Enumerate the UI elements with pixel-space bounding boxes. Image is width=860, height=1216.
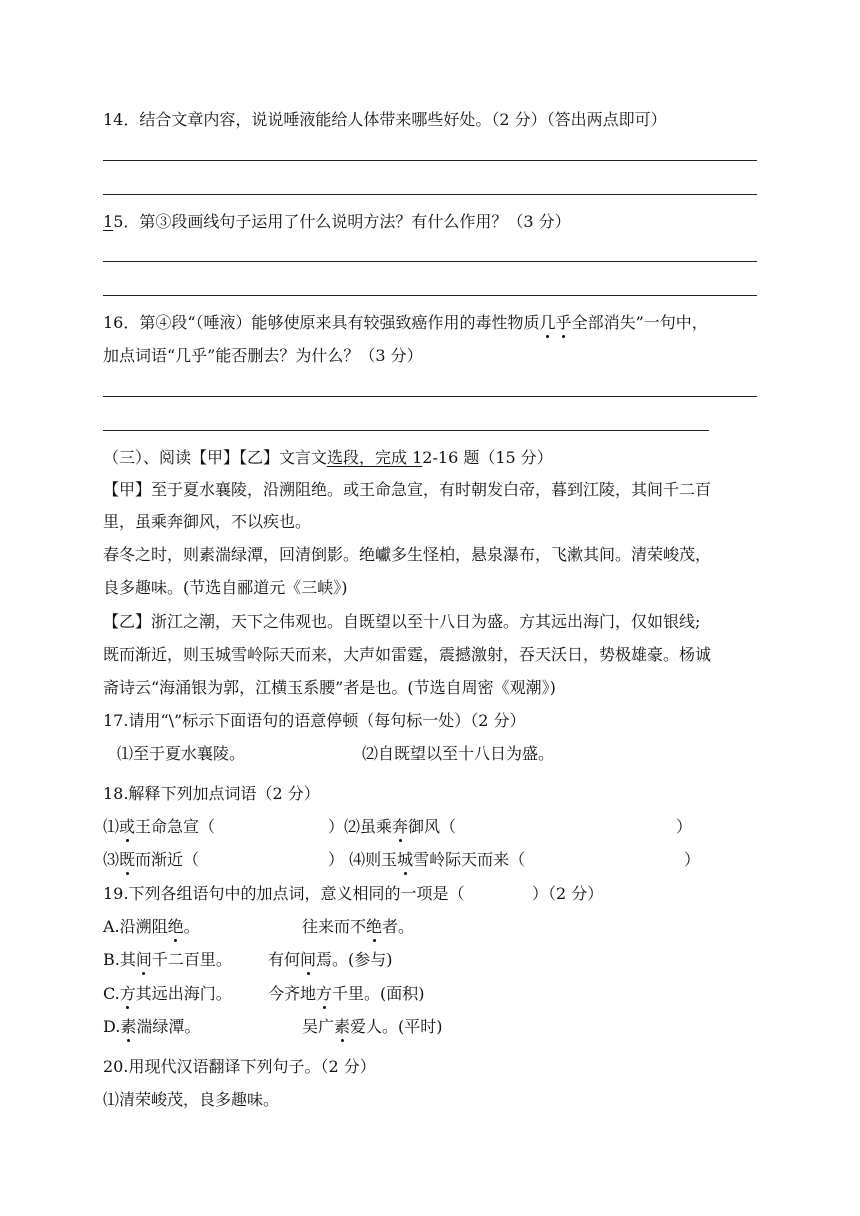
q18-row-1: ⑴或王命急宣（ bbox=[103, 817, 216, 836]
q19-option-c-right: 今齐地方千里。(面积) bbox=[268, 984, 425, 1003]
q19-option-a-right: 往来而不绝者。 bbox=[302, 917, 415, 936]
question-16-line-2: 加点词语“几乎”能否删去？为什么？（3 分） bbox=[103, 346, 423, 365]
question-19-score: ）（2 分） bbox=[532, 884, 604, 903]
question-17: 17.请用“\”标示下面语句的语意停顿（每句标一处）（2 分） bbox=[103, 711, 526, 730]
answer-line[interactable] bbox=[103, 160, 757, 161]
emphasis-dot-word: 间 bbox=[135, 950, 152, 969]
passage-jia-line: 良多趣味。(节选自郦道元《三峡》) bbox=[103, 578, 348, 597]
emphasis-dot-word: 素 bbox=[334, 1017, 351, 1036]
passage-jia-line: 【甲】至于夏水襄陵，沿溯阻绝。或王命急宣，有时朝发白帝，暮到江陵，其间千二百 bbox=[103, 480, 712, 499]
answer-line[interactable] bbox=[103, 430, 709, 431]
passage-jia-line: 里，虽乘奔御风，不以疾也。 bbox=[103, 512, 312, 531]
emphasis-dot-word: 方 bbox=[316, 984, 333, 1003]
emphasis-dot-word: 绝 bbox=[366, 917, 383, 936]
question-15: 15．第③段画线句子运用了什么说明方法？有什么作用？（3 分） bbox=[103, 212, 571, 231]
emphasis-dot-word: 绝 bbox=[167, 917, 184, 936]
q19-option-b-right: 有何间焉。(参与) bbox=[268, 950, 393, 969]
answer-line[interactable] bbox=[103, 194, 757, 195]
q20-item-1: ⑴清荣峻茂，良多趣味。 bbox=[103, 1090, 280, 1109]
emphasis-dot-word: 几 bbox=[539, 313, 556, 332]
q19-option-c-left[interactable]: C.方其远出海门。 bbox=[103, 984, 232, 1003]
q19-option-a-left[interactable]: A.沿溯阻绝。 bbox=[103, 917, 200, 936]
emphasis-dot-word: 间 bbox=[300, 950, 317, 969]
question-19: 19.下列各组语句中的加点词，意义相同的一项是（ bbox=[103, 884, 465, 903]
answer-line[interactable] bbox=[103, 261, 757, 262]
q17-item-1: ⑴至于夏水襄陵。 bbox=[117, 744, 246, 763]
passage-yi-line: 既而渐近，则玉城雪岭际天而来，大声如雷霆，震撼激射，吞天沃日，势极雄豪。杨诚 bbox=[103, 645, 712, 664]
passage-yi-line: 【乙】浙江之潮，天下之伟观也。自既望以至十八日为盛。方其远出海门，仅如银线; bbox=[103, 612, 701, 631]
question-20: 20.用现代汉语翻译下列句子。（2 分） bbox=[103, 1057, 376, 1076]
emphasis-dot-word: 乎 bbox=[555, 313, 572, 332]
q18-row-2-mid: ） ⑷则玉城雪岭际天而来（ bbox=[328, 850, 526, 869]
q19-option-b-left[interactable]: B.其间千二百里。 bbox=[103, 950, 232, 969]
q18-row-1-mid: ）⑵虽乘奔御风（ bbox=[328, 817, 457, 836]
question-14: 14．结合文章内容，说说唾液能给人体带来哪些好处。（2 分）（答出两点即可） bbox=[103, 110, 667, 129]
question-18: 18.解释下列加点词语（2 分） bbox=[103, 784, 320, 803]
emphasis-dot-word: 或 bbox=[119, 817, 136, 836]
emphasis-dot-word: 奔 bbox=[392, 817, 409, 836]
q18-row-2-end: ） bbox=[684, 850, 701, 869]
passage-jia-line: 春冬之时，则素湍绿潭，回清倒影。绝巘多生怪柏，悬泉瀑布，飞漱其间。清荣峻茂， bbox=[103, 545, 712, 564]
q18-row-2: ⑶既而渐近（ bbox=[103, 850, 200, 869]
q19-option-d-right: 吴广素爱人。(平时) bbox=[302, 1017, 443, 1036]
answer-line[interactable] bbox=[103, 396, 757, 397]
emphasis-dot-word: 城 bbox=[397, 850, 414, 869]
q18-row-1-end: ） bbox=[676, 817, 693, 836]
passage-yi-line: 斋诗云“海涌银为郭，江横玉系腰”者是也。(节选自周密《观潮》) bbox=[103, 678, 556, 697]
section-3-heading: （三）、阅读【甲】【乙】文言文选段，完成 12-16 题（15 分） bbox=[103, 448, 553, 467]
answer-line[interactable] bbox=[103, 295, 757, 296]
emphasis-dot-word: 既 bbox=[119, 850, 136, 869]
question-16-line-1: 16．第④段“（唾液）能够使原来具有较强致癌作用的毒性物质几乎全部消失”一句中， bbox=[103, 313, 708, 332]
emphasis-dot-word: 方 bbox=[119, 984, 136, 1003]
emphasis-dot-word: 素 bbox=[120, 1017, 137, 1036]
q17-item-2: ⑵自既望以至十八日为盛。 bbox=[362, 744, 555, 763]
q19-option-d-left[interactable]: D.素湍绿潭。 bbox=[103, 1017, 201, 1036]
